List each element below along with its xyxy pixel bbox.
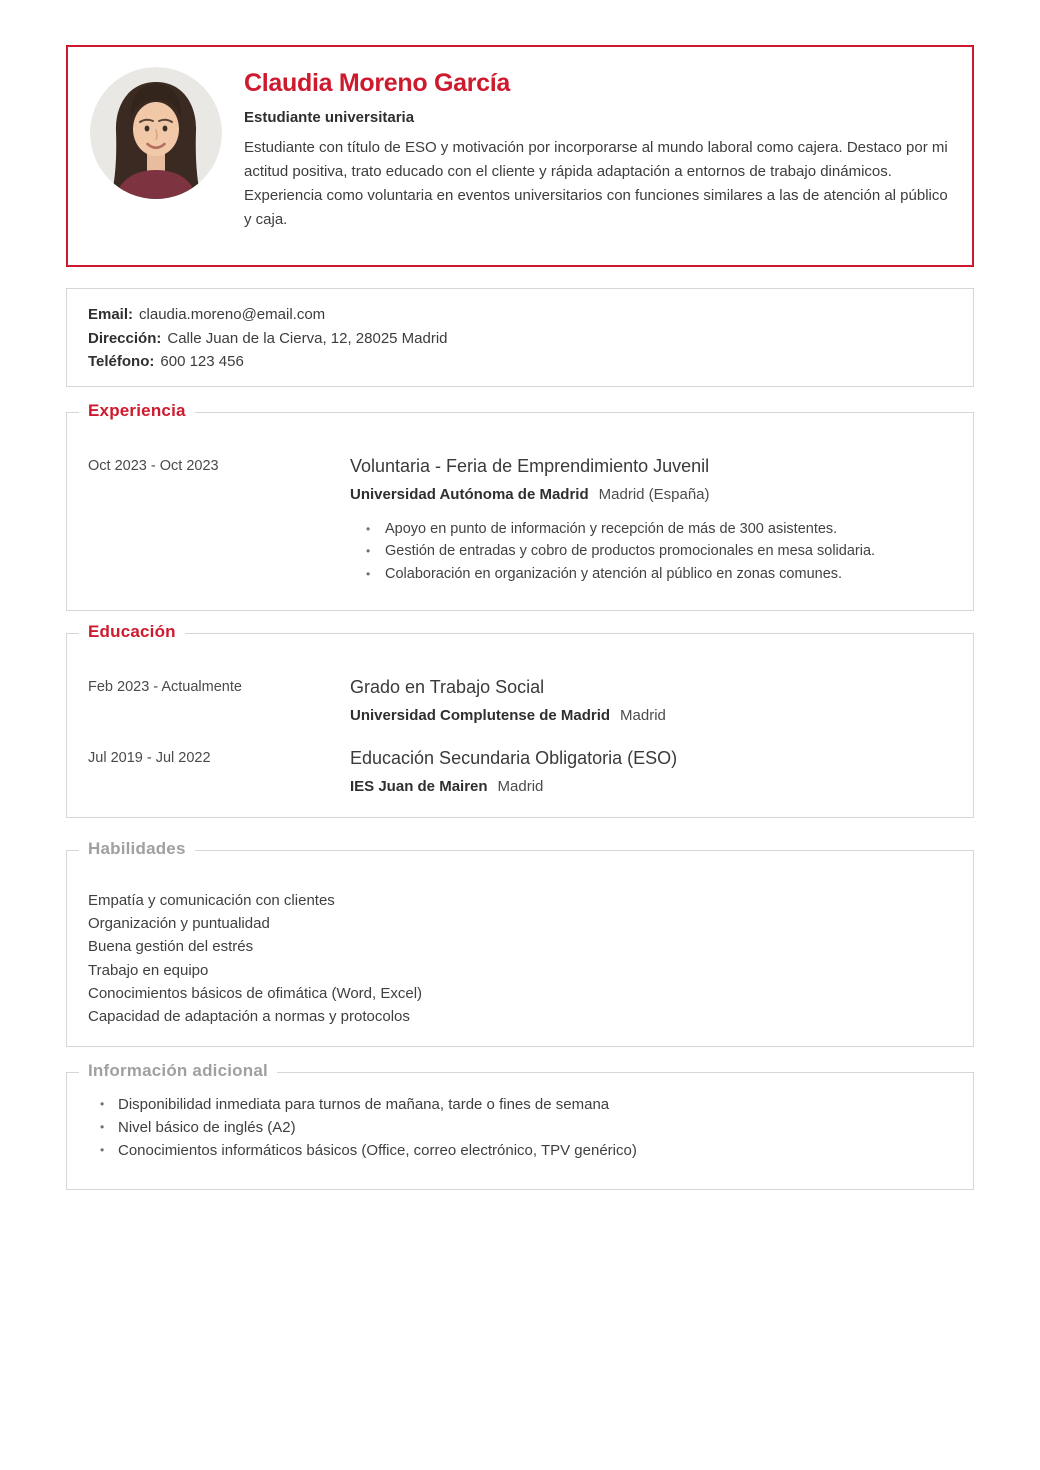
profile-header [66,45,974,267]
email-value: claudia.moreno@email.com [139,306,326,323]
skill-item: Buena gestión del estrés [88,938,254,956]
education-entry-details [350,674,952,727]
experience-entry-date: Oct 2023 - Oct 2023 [88,458,219,474]
contact-row-address [88,327,952,351]
additional-info-list [96,1093,952,1163]
education-entry-location: Madrid [497,778,544,795]
skills-section [66,839,974,1047]
contact-row-phone [88,350,952,374]
candidate-name: Claudia Moreno García [244,69,510,97]
experience-entry-org-line [350,484,952,506]
experience-bullet-list [363,518,952,585]
candidate-summary: Estudiante con título de ESO y motivación por incorporarse al mundo laboral como cajera. Destaco por mi actitud positiva, trato educado con el cliente y rápida adaptación a entornos de trabajo dinámicos. Experiencia como voluntaria en eventos universitarios con funciones similares a las de atención al público y caja. [244,139,948,228]
education-section-title: Educación [79,622,185,642]
additional-info-item: • Conocimientos informáticos básicos (Office, correo electrónico, TPV genérico) [96,1139,952,1162]
education-entry-org-line [350,705,952,727]
experience-entry-role: Voluntaria - Feria de Emprendimiento Juvenil [350,456,710,476]
skill-item: Capacidad de adaptación a normas y protocolos [88,1008,410,1026]
experience-bullet: • Gestión de entradas y cobro de productos promocionales en mesa solidaria. [363,540,952,562]
contact-row-email [88,303,952,327]
education-entry [88,674,952,727]
education-entry-date: Feb 2023 - Actualmente [88,679,242,695]
education-entry-degree: Grado en Trabajo Social [350,677,545,697]
skill-item: Trabajo en equipo [88,961,209,979]
contact-section [66,288,974,387]
additional-info-section [66,1061,974,1190]
avatar [90,67,222,199]
skill-item: Organización y puntualidad [88,915,270,933]
additional-info-section-title: Información adicional [79,1061,277,1081]
phone-label: Teléfono: [88,353,155,370]
education-section [66,622,974,818]
additional-info-item: • Disponibilidad inmediata para turnos de mañana, tarde o fines de semana [96,1093,952,1116]
experience-entry-location: Madrid (España) [598,486,710,503]
email-label: Email: [88,306,134,323]
education-entry-org-line [350,776,952,798]
education-entry [88,745,952,798]
education-entry-location: Madrid [620,707,666,724]
candidate-subtitle: Estudiante universitaria [244,109,415,126]
experience-entry [88,453,952,585]
portrait-photo-illustration [90,67,222,199]
experience-section [66,401,974,611]
skills-section-title: Habilidades [79,839,195,859]
skill-item: Conocimientos básicos de ofimática (Word, Excel) [88,984,423,1002]
education-entry-date: Jul 2019 - Jul 2022 [88,750,211,766]
header-text [244,67,948,265]
phone-value: 600 123 456 [160,353,244,370]
education-entry-details [350,745,952,798]
address-value: Calle Juan de la Cierva, 12, 28025 Madrid [167,329,448,347]
additional-info-item: • Nivel básico de inglés (A2) [96,1116,952,1139]
skills-list [88,889,952,1028]
education-entry-degree: Educación Secundaria Obligatoria (ESO) [350,748,678,768]
experience-bullet: • Apoyo en punto de información y recepción de más de 300 asistentes. [363,518,952,540]
experience-entry-details [350,453,952,585]
address-label: Dirección: [88,329,162,347]
education-entry-org: IES Juan de Mairen [350,778,488,795]
education-entry-org: Universidad Complutense de Madrid [350,707,611,724]
experience-section-title: Experiencia [79,401,195,421]
skill-item: Empatía y comunicación con clientes [88,892,335,909]
experience-entry-org: Universidad Autónoma de Madrid [350,486,589,503]
experience-bullet: • Colaboración en organización y atención al público en zonas comunes. [363,563,952,585]
